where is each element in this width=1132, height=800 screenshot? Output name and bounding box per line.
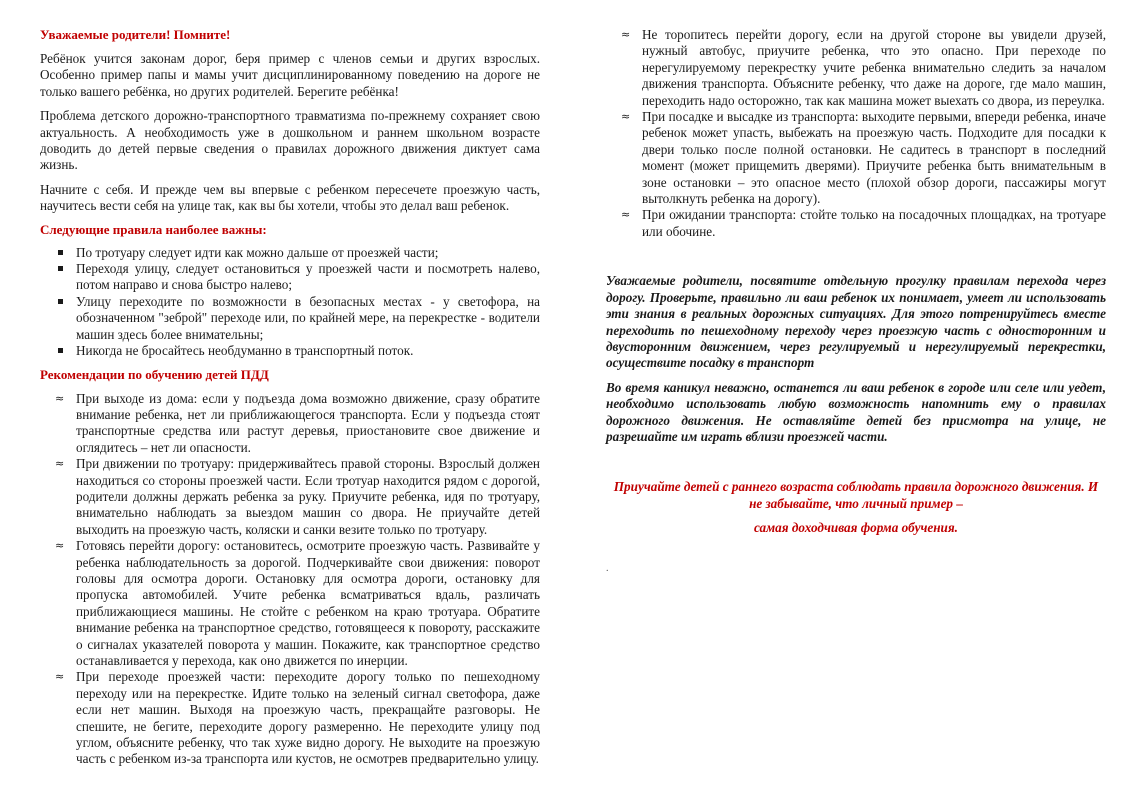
list-item: ≈ При посадке и высадке из транспорта: выходите первыми, впереди ребенка, иначе ребенок может упасть, выбежать на проезжую часть. Подходите для посадки к двери только после полной остановки. Не садитесь в транспорт в последний момент (может прищемить дверями). Приучите ребенка быть внимательным в зоне остановки – это опасное место (плохой обзор дороги, пассажиры могут вытолкнуть ребенка на дорогу). (621, 109, 1106, 207)
list-item: ≈ При выходе из дома: если у подъезда дома возможно движение, сразу обратите внимание ребенка, нет ли приближающегося транспорта. Если у подъезда стоят транспортные средства или растут деревья, приостановите свое движение и оглядитесь – нет ли опасности. (55, 390, 540, 455)
square-bullet-icon (58, 299, 63, 304)
trailing-dot: . (606, 562, 609, 574)
right-column (606, 0, 1106, 584)
square-bullet-icon (58, 348, 63, 353)
left-column (40, 0, 540, 768)
approx-bullet-icon: ≈ (55, 391, 65, 405)
closing-message: Приучайте детей с раннего возраста соблюдать правила дорожного движения. И не забывайте, что личный пример – (613, 479, 1099, 511)
approx-bullet-icon: ≈ (55, 539, 65, 553)
recommendations-list-left (40, 391, 540, 768)
closing-message-end: самая доходчивая форма обучения. (754, 520, 958, 536)
list-item: ≈ При переходе проезжей части: переходите дорогу только по пешеходному переходу или на перекрестке. Идите только на зеленый сигнал светофора, даже если нет машин. Выходя на проезжую часть, прекращайте разговоры. Не спешите, не бегите, переходите дорогу размеренно. Не переходите улицу под углом, объясните ребенку, что так хуже видно дорогу. Не выходите на проезжую часть с ребенком из-за транспорта или кустов, не осмотрев предварительно улицу. (55, 669, 540, 767)
list-item: Улицу переходите по возможности в безопасных местах - у светофора, на обозначенном "зеброй" переходе или, по крайней мере, на перекрестке - водители машин здесь более внимательны; (40, 294, 540, 343)
list-item: По тротуару следует идти как можно дальше от проезжей части; (40, 245, 540, 261)
intro-paragraph-3: Начните с себя. И прежде чем вы впервые с ребенком пересечете проезжую часть, научитесь вести себя на улице так, как вы бы хотели, чтобы это делал ваш ребенок. (40, 181, 540, 214)
heading-important-rules: Следующие правила наиболее важны: (40, 221, 267, 237)
heading-remember: Уважаемые родители! Помните! (40, 27, 231, 42)
approx-bullet-icon: ≈ (621, 28, 631, 41)
list-item: Переходя улицу, следует остановиться у проезжей части и посмотреть налево, потом направо и снова быстро налево; (40, 261, 540, 294)
heading-recommendations: Рекомендации по обучению детей ПДД (40, 366, 269, 382)
advice-paragraph-holidays: Во время каникул неважно, останется ли ваш ребенок в городе или селе или уедет, необходимо использовать любую возможность напомнить ему о правилах дорожного движения. Не оставляйте детей без присмотра на улице, не разрешайте им играть вблизи проезжей части. (606, 379, 1106, 444)
approx-bullet-icon: ≈ (55, 457, 65, 471)
list-item: Никогда не бросайтесь необдуманно в транспортный поток. (40, 343, 540, 359)
intro-paragraph-1: Ребёнок учится законам дорог, беря пример с членов семьи и других взрослых. Особенно пример папы и мамы учит дисциплинированному поведению на дороге не только вашего ребёнка, но других родителей. Берегите ребёнка! (40, 51, 540, 99)
recommendations-list-right (606, 27, 1106, 240)
advice-paragraph-walk: Уважаемые родители, посвятите отдельную прогулку правилам перехода через дорогу. Проверьте, правильно ли ваш ребенок их понимает, умеет ли использовать эти знания в реальных дорожных ситуациях. Для этого потренируйтесь вместе переходить по пешеходному переходу через проезжую часть с односторонним и двусторонним движением, через регулируемый и нерегулируемый перекрестки, осуществите посадку в транспорт (606, 273, 1106, 371)
list-item: ≈ При движении по тротуару: придерживайтесь правой стороны. Взрослый должен находиться со стороны проезжей части. Если тротуар находится рядом с дорогой, родители должны держать ребенка за руку. Приучите ребенка, идя по тротуару, внимательно наблюдать за выездом машин со двора. Не приучайте детей выходить на проезжую часть, коляски и санки везите только по тротуару. (55, 456, 540, 537)
list-item: ≈ Не торопитесь перейти дорогу, если на другой стороне вы увидели друзей, нужный автобус, приучите ребенка, что это опасно. При переходе по нерегулируемому перекрестку учите ребенка внимательно следить за началом движения транспорта. Объясните ребенку, что даже на дороге, где мало машин, переходить надо осторожно, так как машина может выехать со двора, из переулка. (621, 27, 1106, 108)
approx-bullet-icon: ≈ (621, 208, 631, 222)
approx-bullet-icon: ≈ (55, 670, 65, 684)
list-item: ≈ Готовясь перейти дорогу: остановитесь, осмотрите проезжую часть. Развивайте у ребенка наблюдательность за дорогой. Подчеркивайте свои движения: поворот головы для осмотра дороги. Остановку для осмотра дороги, остановку для пропуска автомобилей. Учите ребенка всматриваться вдаль, различать приближающиеся машины. Не стойте с ребенком на краю тротуара. Обратите внимание ребенка на транспортное средство, готовящееся к повороту, расскажите о сигналах указателей поворота у машин. Покажите, как транспортное средство останавливается у перехода, как оно движется по инерции. (55, 538, 540, 668)
intro-paragraph-2: Проблема детского дорожно-транспортного травматизма по-прежнему сохраняет свою актуальность. А необходимость уже в дошкольном и раннем школьном возрасте доводить до детей первые сведения о правилах дорожного движения диктует сама жизнь. (40, 108, 540, 173)
approx-bullet-icon: ≈ (621, 110, 631, 124)
important-rules-list (40, 245, 540, 360)
list-item: ≈ При ожидании транспорта: стойте только на посадочных площадках, на тротуаре или обочине. (621, 207, 1106, 239)
square-bullet-icon (58, 250, 63, 255)
square-bullet-icon (58, 266, 63, 271)
